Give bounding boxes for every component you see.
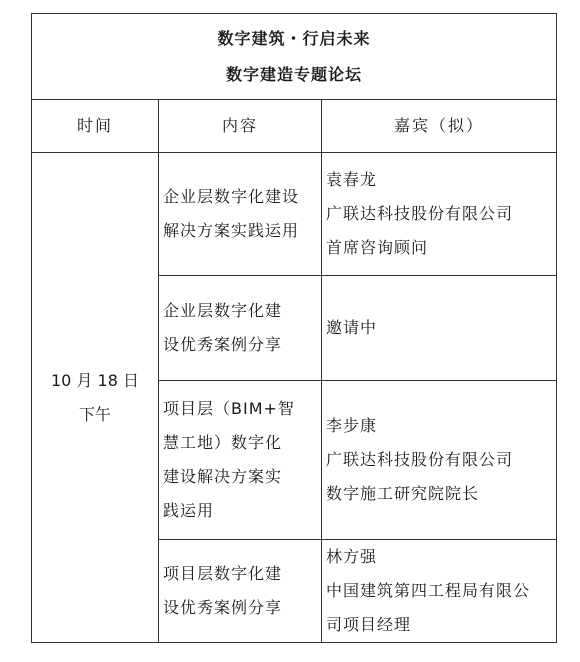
guest-name: 李步康 bbox=[326, 416, 378, 435]
time-date: 10 月 18 日 bbox=[51, 370, 139, 390]
topic-cell bbox=[159, 540, 322, 643]
forum-title bbox=[32, 14, 557, 100]
topic-line: 解决方案实践运用 bbox=[163, 221, 300, 240]
topic-line: 设优秀案例分享 bbox=[163, 598, 283, 617]
time-cell bbox=[32, 153, 159, 643]
guest-org: 广联达科技股份有限公司 bbox=[326, 204, 514, 223]
guest-title: 司项目经理 bbox=[326, 615, 412, 634]
guest-name: 袁春龙 bbox=[326, 170, 378, 189]
guest-org: 中国建筑第四工程局有限公 bbox=[326, 581, 531, 600]
forum-title-line-1: 数字建筑・行启未来 bbox=[217, 28, 371, 48]
guest-cell bbox=[322, 540, 557, 643]
topic-line: 践运用 bbox=[163, 501, 215, 520]
header-content: 内容 bbox=[159, 100, 322, 153]
guest-name: 林方强 bbox=[326, 547, 378, 566]
topic-line: 项目层数字化建 bbox=[163, 564, 283, 583]
time-period: 下午 bbox=[78, 404, 111, 424]
topic-line: 企业层数字化建设 bbox=[163, 187, 300, 206]
forum-title-line-2: 数字建造专题论坛 bbox=[226, 64, 363, 84]
agenda-table bbox=[31, 13, 557, 643]
guest-name: 邀请中 bbox=[326, 318, 378, 337]
topic-cell bbox=[159, 381, 322, 540]
header-row bbox=[32, 100, 557, 153]
topic-line: 项目层（BIM+智 bbox=[163, 399, 295, 418]
guest-title: 数字施工研究院院长 bbox=[326, 484, 480, 503]
topic-line: 慧工地）数字化 bbox=[163, 433, 283, 452]
topic-line: 企业层数字化建 bbox=[163, 301, 283, 320]
header-time: 时间 bbox=[32, 100, 159, 153]
title-row bbox=[32, 14, 557, 100]
header-guest: 嘉宾（拟） bbox=[322, 100, 557, 153]
guest-cell bbox=[322, 381, 557, 540]
guest-cell bbox=[322, 153, 557, 276]
topic-cell bbox=[159, 276, 322, 381]
topic-line: 建设解决方案实 bbox=[163, 467, 283, 486]
topic-line: 设优秀案例分享 bbox=[163, 335, 283, 354]
guest-title: 首席咨询顾问 bbox=[326, 238, 429, 257]
topic-cell bbox=[159, 153, 322, 276]
table-row bbox=[32, 153, 557, 276]
guest-org: 广联达科技股份有限公司 bbox=[326, 450, 514, 469]
guest-cell bbox=[322, 276, 557, 381]
